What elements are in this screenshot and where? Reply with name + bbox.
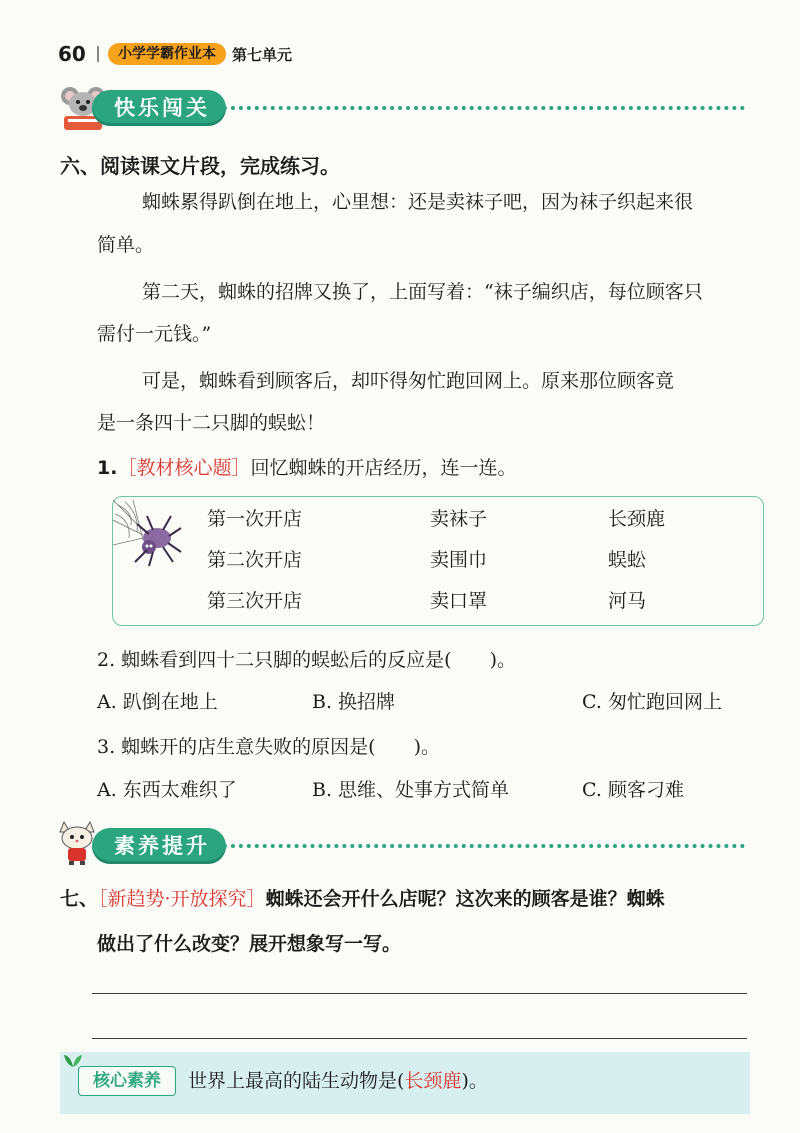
passage-line: 蜘蛛累得趴倒在地上，心里想：还是卖袜子吧，因为袜子织起来很 [142, 191, 694, 213]
banner-dotted-line [215, 106, 745, 110]
question-7-text-line2: 做出了什么改变？展开想象写一写。 [97, 933, 402, 955]
match-goods-item: 卖口罩 [430, 590, 488, 612]
page-number: 60 [58, 42, 86, 66]
spider-icon [113, 500, 183, 570]
question-2-text: 2. 蜘蛛看到四十二只脚的蜈蚣后的反应是( )。 [97, 649, 516, 671]
passage-line: 简单。 [97, 234, 155, 256]
question-3-text: 3. 蜘蛛开的店生意失败的原因是( )。 [97, 736, 440, 758]
question-7-number: 七、 [60, 888, 99, 910]
question-6-title: 六、阅读课文片段，完成练习。 [60, 154, 340, 178]
question-2-option: B. 换招牌 [312, 691, 396, 713]
header-divider [97, 46, 99, 62]
core-literacy-text [188, 1069, 488, 1093]
answer-writing-line[interactable] [92, 993, 747, 994]
question-1-tag: ［教材核心题］ [117, 457, 251, 479]
match-customer-item: 长颈鹿 [608, 508, 666, 530]
question-3-option: C. 顾客刁难 [582, 779, 684, 801]
core-literacy-tag: 核心素养 [78, 1066, 176, 1096]
passage-line: 可是，蜘蛛看到顾客后，却吓得匆忙跑回网上。原来那位顾客竟 [142, 370, 675, 392]
passage-line: 第二天，蜘蛛的招牌又换了，上面写着：“袜子编织店，每位顾客只 [142, 281, 703, 303]
answer-writing-line[interactable] [92, 1038, 747, 1039]
question-7 [60, 887, 665, 911]
section-banner-happy-challenge: 快乐闯关 [92, 90, 226, 126]
question-2-option: A. 趴倒在地上 [97, 691, 218, 713]
book-title-badge: 小学学霸作业本 [108, 43, 226, 65]
question-1-number: 1. [97, 457, 118, 479]
question-1 [97, 456, 516, 480]
question-7-text: 蜘蛛还会开什么店呢？这次来的顾客是谁？蜘蛛 [265, 888, 665, 910]
match-time-item: 第三次开店 [207, 590, 303, 612]
match-time-item: 第一次开店 [207, 508, 303, 530]
match-customer-item: 河马 [608, 590, 647, 612]
section-banner-literacy-boost: 素养提升 [92, 828, 226, 864]
question-7-tag: ［新趋势·开放探究］ [98, 888, 266, 910]
match-customer-item: 蜈蚣 [608, 549, 647, 571]
passage-line: 是一条四十二只脚的蜈蚣！ [97, 412, 326, 434]
core-literacy-answer: 长颈鹿 [404, 1070, 462, 1092]
match-time-item: 第二次开店 [207, 549, 303, 571]
match-goods-item: 卖袜子 [430, 508, 488, 530]
question-3-option: B. 思维、处事方式简单 [312, 779, 510, 801]
unit-label: 第七单元 [232, 46, 293, 64]
passage-line: 需付一元钱。” [97, 323, 212, 345]
question-2-option: C. 匆忙跑回网上 [582, 691, 722, 713]
match-goods-item: 卖围巾 [430, 549, 488, 571]
core-literacy-question: 世界上最高的陆生动物是( [188, 1070, 405, 1092]
question-3-option: A. 东西太难织了 [97, 779, 237, 801]
banner-dotted-line [215, 844, 745, 848]
question-1-text: 回忆蜘蛛的开店经历，连一连。 [250, 457, 517, 479]
core-literacy-question-end: )。 [461, 1070, 488, 1092]
